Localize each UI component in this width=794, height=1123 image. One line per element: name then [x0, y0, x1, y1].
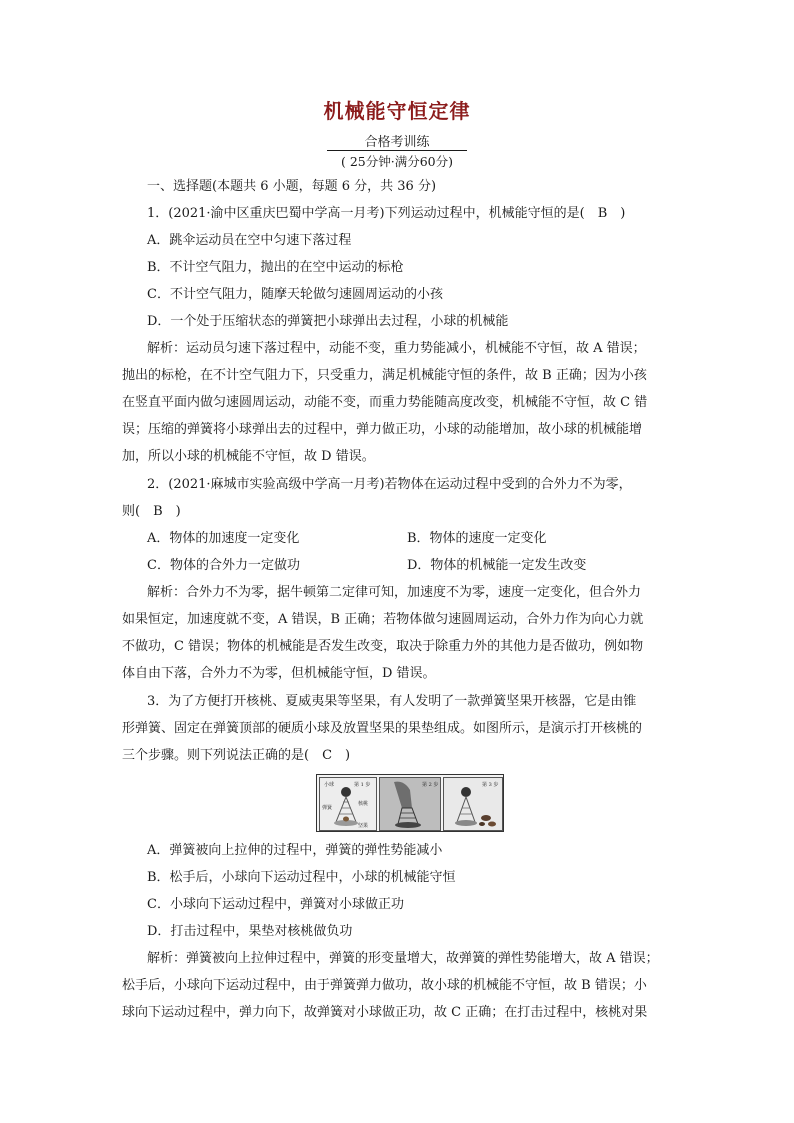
time-score-info: ( 25分钟·满分60分): [340, 154, 453, 169]
q1-explanation-line: 解析：运动员匀速下落过程中，动能不变，重力势能减小，机械能不守恒，故 A 错误；: [147, 341, 646, 356]
figure-label: 弹簧: [322, 805, 333, 811]
q3-explanation-line: 解析：弹簧被向上拉伸过程中，弹簧的形变量增大，故弹簧的弹性势能增大，故 A 错误；: [147, 951, 659, 966]
q3-explanation-line: 松手后，小球向下运动过程中，由于弹簧弹力做功，故小球的机械能不守恒，故 B 错误；小: [122, 978, 647, 993]
q3-stem: 3．为了方便打开核桃、夏威夷果等坚果，有人发明了一款弹簧坚果开核器，它是由锥: [147, 694, 637, 709]
section-heading: 一、选择题(本题共 6 小题，每题 6 分，共 36 分): [147, 179, 437, 194]
q2-option-d: D．物体的机械能一定发生改变: [407, 558, 587, 573]
figure-step-3-panel: [443, 777, 503, 831]
q2-explanation-line: 不做功，C 错误；物体的机械能是否发生改变，取决于除重力外的其他力是否做功，例如物: [122, 639, 644, 654]
figure-step-2-panel: [379, 777, 441, 831]
q1-explanation-line: 在竖直平面内做匀速圆周运动，动能不变，而重力势能随高度改变，机械能不守恒，故 C 错: [122, 395, 648, 410]
q2-option-a: A．物体的加速度一定变化: [147, 531, 300, 546]
page-title: 机械能守恒定律: [323, 99, 471, 123]
q2-explanation-line: 解析：合外力不为零，据牛顿第二定律可知，加速度不为零，速度一定变化，但合外力: [147, 585, 642, 600]
subtitle-divider: [327, 150, 467, 151]
nutcracker-figure: [316, 774, 504, 832]
figure-step-1-panel: [319, 777, 377, 831]
q1-explanation-line: 误；压缩的弹簧将小球弹出去的过程中，弹力做正功，小球的动能增加，故小球的机械能增: [122, 422, 643, 437]
q2-option-c: C．物体的合外力一定做功: [147, 558, 300, 573]
q1-option-b: B．不计空气阻力，抛出的在空中运动的标枪: [147, 260, 404, 275]
figure-label: 第 2 步: [422, 782, 439, 788]
q3-option-d: D．打击过程中，果垫对核桃做负功: [147, 924, 353, 939]
q1-explanation-line: 加，所以小球的机械能不守恒，故 D 错误。: [122, 449, 375, 464]
q3-option-c: C．小球向下运动过程中，弹簧对小球做正功: [147, 897, 404, 912]
q3-option-b: B．松手后，小球向下运动过程中，小球的机械能守恒: [147, 870, 456, 885]
q3-stem-continued: 形弹簧、固定在弹簧顶部的硬质小球及放置坚果的果垫组成。如图所示，是演示打开核桃的: [122, 721, 643, 736]
q3-stem-continued: 三个步骤。则下列说法正确的是( C ): [122, 748, 351, 763]
q2-explanation-line: 如果恒定，加速度就不变，A 错误，B 正确；若物体做匀速圆周运动，合外力作为向心力就: [122, 612, 644, 627]
q1-option-d: D．一个处于压缩状态的弹簧把小球弹出去过程，小球的机械能: [147, 314, 509, 329]
q3-explanation-line: 球向下运动过程中，弹力向下，故弹簧对小球做正功，故 C 正确；在打击过程中，核桃对果: [122, 1005, 648, 1020]
q1-option-c: C．不计空气阻力，随摩天轮做匀速圆周运动的小孩: [147, 287, 443, 302]
figure-label: 第 3 步: [482, 782, 499, 788]
q1-stem: 1．(2021·渝中区重庆巴蜀中学高一月考)下列运动过程中，机械能守恒的是( B ): [147, 206, 626, 221]
page-subtitle: 合格考训练: [364, 135, 430, 150]
q2-explanation-line: 体自由下落，合外力不为零，但机械能守恒，D 错误。: [122, 666, 436, 681]
q1-explanation-line: 抛出的标枪，在不计空气阻力下，只受重力，满足机械能守恒的条件，故 B 正确；因为小孩: [122, 368, 647, 383]
q3-option-a: A．弹簧被向上拉伸的过程中，弹簧的弹性势能减小: [147, 843, 443, 858]
q2-option-b: B．物体的速度一定变化: [407, 531, 547, 546]
figure-label: 坚果: [358, 823, 369, 829]
q2-stem-continued: 则( B ): [122, 504, 181, 519]
q1-option-a: A．跳伞运动员在空中匀速下落过程: [147, 233, 352, 248]
figure-label: 第 1 步: [354, 782, 371, 788]
figure-label: 小球: [324, 782, 335, 788]
q2-stem: 2．(2021·麻城市实验高级中学高一月考)若物体在运动过程中受到的合外力不为零，: [147, 477, 632, 492]
figure-label: 核桃: [358, 801, 369, 807]
